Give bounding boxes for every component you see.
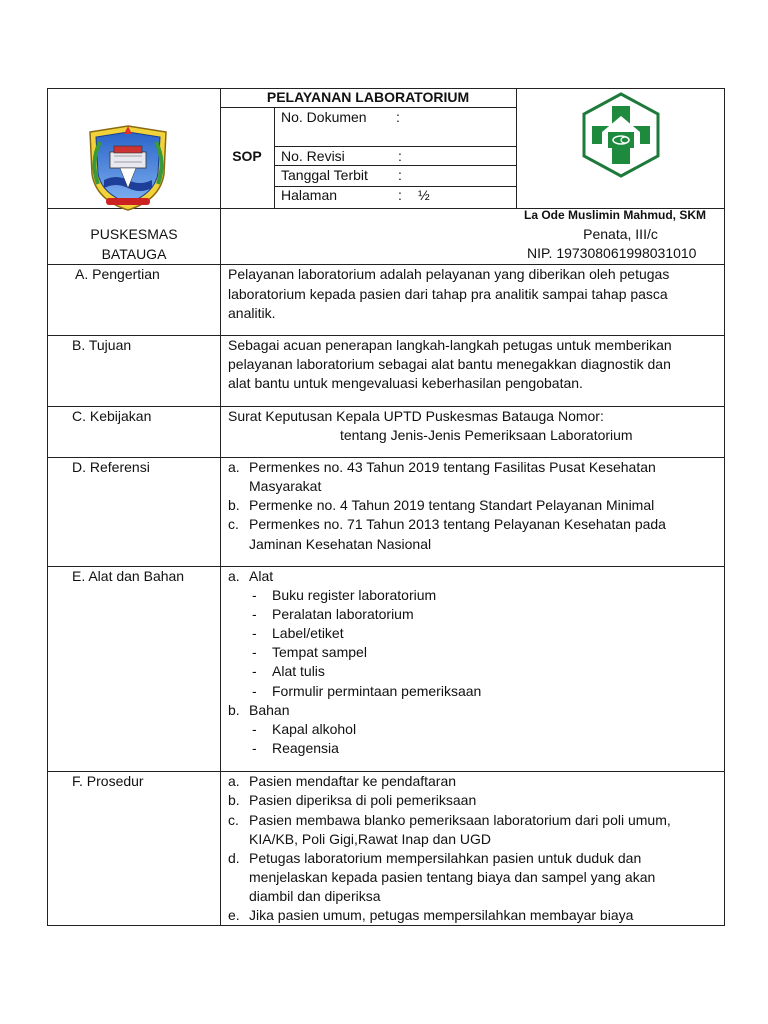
step-b-line-1: Pasien diperiksa di poli pemeriksaan: [249, 792, 477, 808]
field-value-halaman: ½: [418, 187, 430, 203]
alat-item-1: Buku register laboratorium: [272, 587, 437, 603]
alat-item-5: Alat tulis: [272, 663, 325, 679]
org-name-line2: BATAUGA: [101, 246, 167, 262]
field-sep-halaman: :: [398, 187, 402, 203]
field-sep-tanggal-terbit: :: [398, 167, 402, 183]
alat-item-2: Peralatan laboratorium: [272, 606, 414, 622]
dash: -: [252, 587, 257, 603]
regency-crest-logo: [80, 122, 176, 214]
field-label-halaman: Halaman: [281, 187, 338, 203]
signer-rank: Penata, III/c: [583, 226, 658, 242]
title-underline: [220, 107, 516, 108]
section-f-label: F. Prosedur: [72, 773, 144, 789]
bahan-item-1: Kapal alkohol: [272, 721, 357, 737]
section-a-line-3: analitik.: [228, 305, 276, 321]
alat-item-3: Label/etiket: [272, 625, 344, 641]
section-b-line-2: pelayanan laboratorium sebagai alat bantu menegakkan diagnostik dan: [228, 356, 671, 372]
dash: -: [252, 721, 257, 737]
dash: -: [252, 644, 257, 660]
step-c-line-2: KIA/KB, Poli Gigi,Rawat Inap dan UGD: [249, 831, 491, 847]
table-border-right: [724, 88, 725, 926]
step-c-line-1: Pasien membawa blanko pemeriksaan laboratorium dari poli umum,: [249, 812, 671, 828]
section-c-line-1: Surat Keputusan Kepala UPTD Puskesmas Batauga Nomor:: [228, 408, 604, 424]
section-c-line-2: tentang Jenis-Jenis Pemeriksaan Laboratorium: [340, 427, 633, 443]
bahan-item-2: Reagensia: [272, 740, 339, 756]
ref-a-line-1: Permenkes no. 43 Tahun 2019 tentang Fasilitas Pusat Kesehatan: [249, 459, 656, 475]
dash: -: [252, 606, 257, 622]
dash: -: [252, 625, 257, 641]
group-alat-title: Alat: [249, 568, 274, 584]
ref-a-line-2: Masyarakat: [249, 478, 322, 494]
org-name-line1: PUSKESMAS: [90, 226, 178, 242]
column-divider: [220, 88, 221, 926]
step-a-line-1: Pasien mendaftar ke pendaftaran: [249, 773, 457, 789]
field-sep-no-revisi: :: [398, 148, 402, 164]
signer-name: La Ode Muslimin Mahmud, SKM: [524, 208, 707, 222]
step-c-marker: c.: [228, 812, 239, 828]
group-alat-marker: a.: [228, 568, 240, 584]
ref-c-line-2: Jaminan Kesehatan Nasional: [249, 536, 432, 552]
sop-label: SOP: [232, 148, 262, 164]
field-label-no-revisi: No. Revisi: [281, 148, 345, 164]
section-e-label: E. Alat dan Bahan: [72, 568, 185, 584]
dash: -: [252, 663, 257, 679]
sop-field-divider: [274, 107, 275, 208]
step-d-line-3: diambil dan diperiksa: [249, 888, 381, 904]
signer-nip: NIP. 197308061998031010: [527, 245, 697, 261]
section-a-label: A. Pengertian: [75, 266, 160, 282]
section-a-line-2: laboratorium kepada pasien dari tahap pra analitik sampai tahap pasca: [228, 286, 668, 302]
section-b-line-1: Sebagai acuan penerapan langkah-langkah petugas untuk memberikan: [228, 337, 672, 353]
field-sep-no-dokumen: :: [396, 109, 400, 125]
dash: -: [252, 683, 257, 699]
field-label-no-dokumen: No. Dokumen: [281, 109, 367, 125]
section-c-label: C. Kebijakan: [72, 408, 152, 424]
step-b-marker: b.: [228, 792, 240, 808]
step-e-marker: e.: [228, 907, 240, 923]
step-a-marker: a.: [228, 773, 240, 789]
group-bahan-title: Bahan: [249, 702, 290, 718]
ref-b-marker: b.: [228, 497, 240, 513]
field-label-tanggal-terbit: Tanggal Terbit: [281, 167, 368, 183]
dash: -: [252, 740, 257, 756]
ref-c-marker: c.: [228, 516, 239, 532]
ref-a-marker: a.: [228, 459, 240, 475]
step-d-marker: d.: [228, 850, 240, 866]
step-d-line-1: Petugas laboratorium mempersilahkan pasien untuk duduk dan: [249, 850, 642, 866]
step-e-line-1: Jika pasien umum, petugas mempersilahkan membayar biaya: [249, 907, 634, 923]
puskesmas-logo: [580, 92, 662, 178]
section-d-label: D. Referensi: [72, 459, 150, 475]
table-border-bottom: [47, 925, 725, 926]
section-b-line-3: alat bantu untuk mengevaluasi keberhasilan pengobatan.: [228, 375, 583, 391]
table-border-left: [47, 88, 48, 926]
group-bahan-marker: b.: [228, 702, 240, 718]
ref-b-line-1: Permenke no. 4 Tahun 2019 tentang Standart Pelayanan Minimal: [249, 497, 655, 513]
alat-item-4: Tempat sampel: [272, 644, 367, 660]
ref-c-line-1: Permenkes no. 71 Tahun 2013 tentang Pelayanan Kesehatan pada: [249, 516, 666, 532]
step-d-line-2: menjelaskan kepada pasien tentang biaya dan sampel yang akan: [249, 869, 656, 885]
alat-item-6: Formulir permintaan pemeriksaan: [272, 683, 482, 699]
section-b-label: B. Tujuan: [72, 337, 132, 353]
section-a-line-1: Pelayanan laboratorium adalah pelayanan yang diberikan oleh petugas: [228, 266, 670, 282]
document-title: PELAYANAN LABORATORIUM: [266, 89, 470, 105]
header-divider-right: [516, 88, 517, 208]
